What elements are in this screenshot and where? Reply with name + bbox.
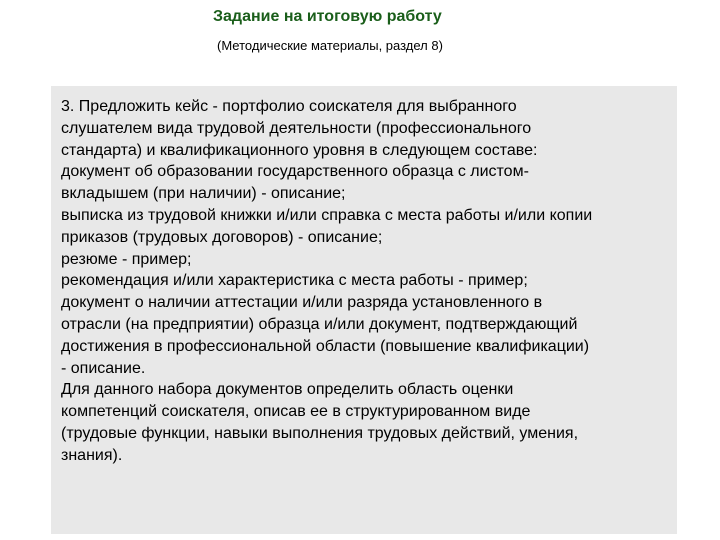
text-line: отрасли (на предприятии) образца и/или документ, подтверждающий [61,315,578,333]
text-line: слушателем вида трудовой деятельности (профессионального [61,119,532,137]
text-line: компетенций соискателя, описав ее в структурированном виде [61,403,531,421]
text-line: знания). [61,446,123,464]
text-line: достижения в профессиональной области (повышение квалификации) [61,337,590,355]
text-line: выписка из трудовой книжки и/или справка с места работы и/или копии [61,206,593,224]
text-line: 3. Предложить кейс - портфолио соискателя для выбранного [61,98,517,115]
text-line: - описание. [61,359,146,377]
text-line: документ о наличии аттестации и/или разряда установленного в [61,294,543,312]
text-line: Для данного набора документов определить область оценки [61,381,514,399]
page-title: Задание на итоговую работу [213,8,442,25]
text-line: приказов (трудовых договоров) - описание; [61,228,383,246]
text-line: рекомендация и/или характеристика с места работы - пример; [61,272,528,290]
assignment-text-box [51,86,677,534]
text-line: резюме - пример; [61,250,192,268]
text-line: (трудовые функции, навыки выполнения трудовых действий, умения, [61,424,579,442]
text-line: документ об образовании государственного образца с листом- [61,163,529,181]
text-line: стандарта) и квалификационного уровня в следующем составе: [61,141,538,159]
page-subtitle: (Методические материалы, раздел 8) [217,38,443,53]
text-line: вкладышем (при наличии) - описание; [61,185,346,203]
